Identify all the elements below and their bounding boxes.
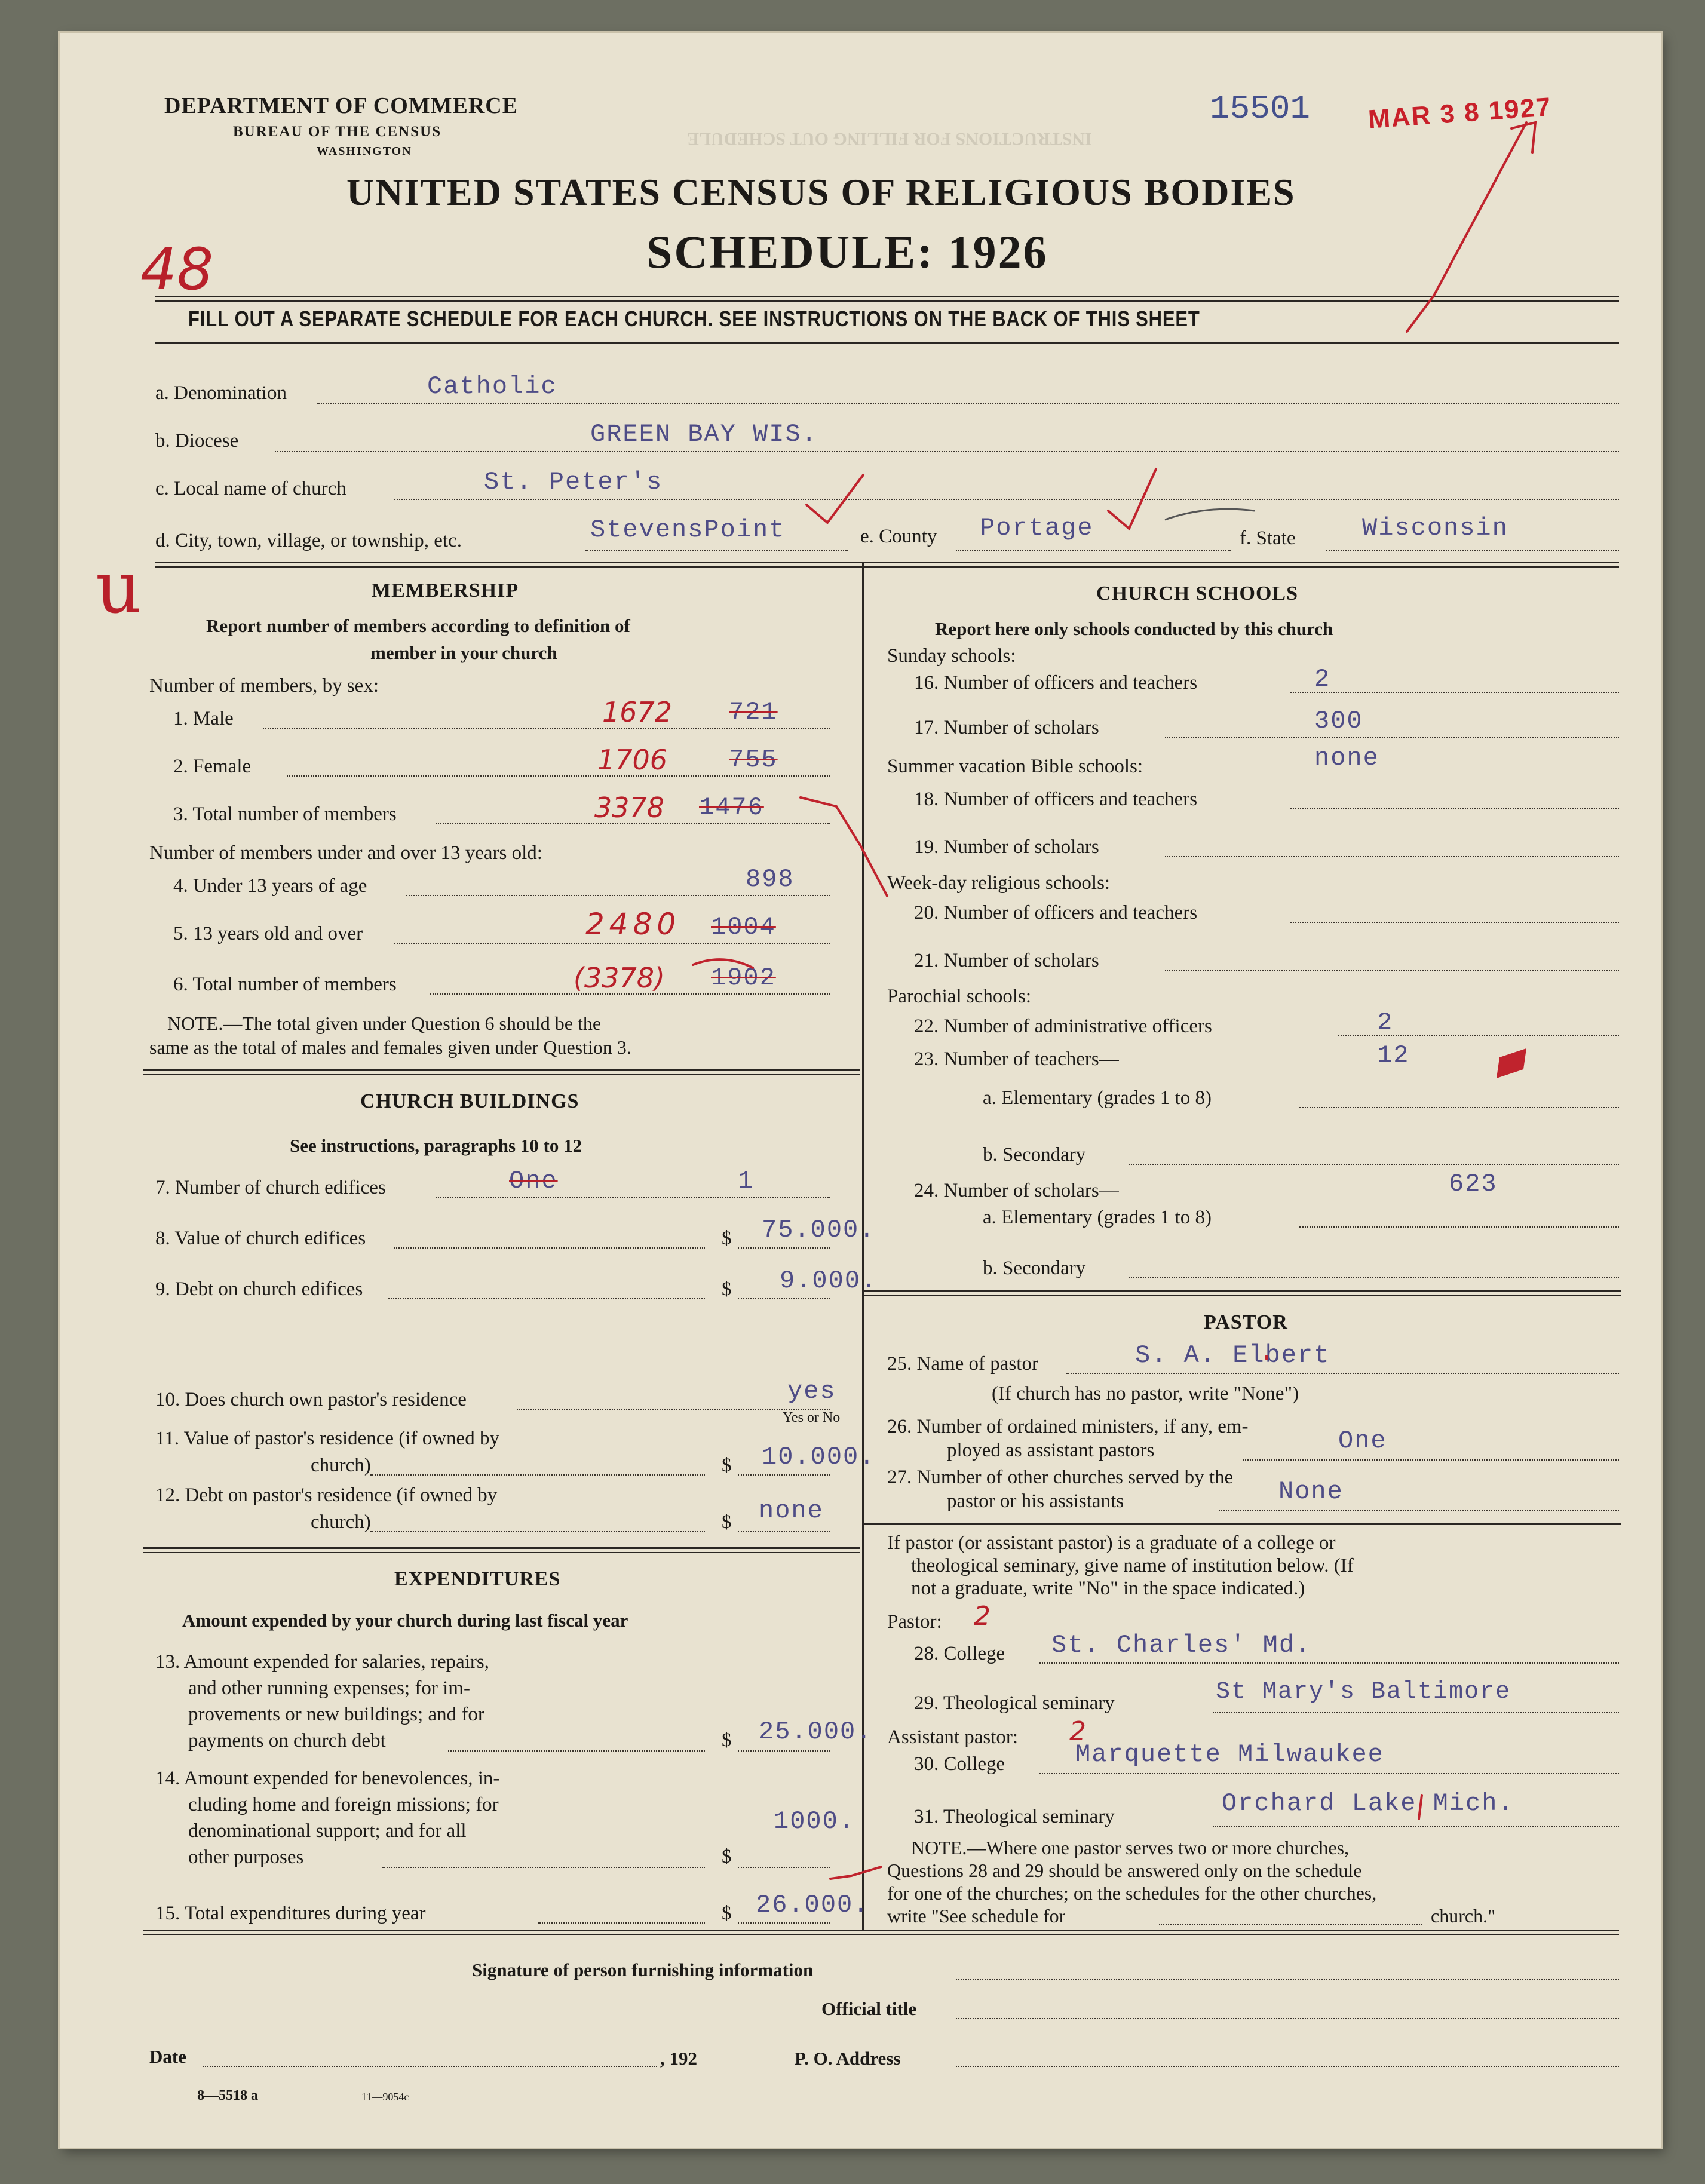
q23-value[interactable]: 12 (1377, 1041, 1410, 1070)
q24b-label: b. Secondary (983, 1257, 1086, 1279)
bureau-heading: BUREAU OF THE CENSUS (233, 124, 442, 140)
parochial-schools-label: Parochial schools: (887, 986, 1032, 1007)
q9-dollar-sign: $ (722, 1278, 732, 1300)
handwritten-number-48: 48 (140, 236, 214, 303)
denomination-label: a. Denomination (155, 382, 287, 404)
schools-intro: Report here only schools conducted by this church (935, 618, 1333, 639)
q11-label-line1: 11. Value of pastor's residence (if owned by (155, 1428, 499, 1449)
diocese-value[interactable]: GREEN BAY WIS. (590, 420, 818, 449)
q24-value[interactable]: 623 (1449, 1170, 1498, 1198)
membership-heading: MEMBERSHIP (372, 579, 519, 602)
q17-label: 17. Number of scholars (914, 717, 1099, 738)
graduate-note-line3: not a graduate, write "No" in the space indicated.) (911, 1578, 1305, 1599)
membership-note-line2: same as the total of males and females given under Question 3. (149, 1036, 631, 1058)
weekday-schools-label: Week-day religious schools: (887, 872, 1111, 894)
q7-edifices-value[interactable]: 1 (738, 1167, 755, 1195)
q13-line3: provements or new buildings; and for (188, 1704, 484, 1725)
q2-female-handwritten[interactable]: 1706 (597, 744, 668, 776)
q12-dollar-sign: $ (722, 1511, 732, 1533)
county-value[interactable]: Portage (980, 514, 1094, 542)
members-by-sex-label: Number of members, by sex: (149, 675, 379, 697)
q11-value[interactable]: 10.000. (762, 1443, 876, 1471)
q13-line1: 13. Amount expended for salaries, repairs, (155, 1651, 490, 1673)
q10-residence-label: 10. Does church own pastor's residence (155, 1389, 467, 1410)
date-label: Date (149, 2046, 186, 2067)
pastor-subheading: Pastor: (887, 1611, 942, 1633)
q23b-label: b. Secondary (983, 1144, 1086, 1165)
q14-value[interactable]: 1000. (774, 1807, 855, 1836)
pastor-note-line5: church." (1431, 1905, 1496, 1927)
state-label: f. State (1240, 527, 1296, 549)
state-value[interactable]: Wisconsin (1362, 514, 1508, 542)
assistant-pastor-subheading: Assistant pastor: (887, 1726, 1019, 1748)
q26-value[interactable]: One (1338, 1427, 1387, 1455)
q14-line3: denominational support; and for all (188, 1820, 467, 1842)
q25-label: 25. Name of pastor (887, 1353, 1038, 1375)
q12-label-line2: church) (311, 1511, 371, 1533)
q6-total-handwritten[interactable]: (3378) (574, 962, 665, 994)
po-address-label: P. O. Address (795, 2048, 901, 2069)
q8-dollar-sign: $ (722, 1228, 732, 1249)
q16-label: 16. Number of officers and teachers (914, 672, 1198, 694)
q3-total-handwritten[interactable]: 3378 (594, 792, 665, 824)
form-number: 8—5518 a (197, 2088, 258, 2103)
q7-edifices-struck: One (509, 1167, 558, 1195)
q30-college[interactable]: Marquette Milwaukee (1075, 1740, 1384, 1769)
denomination-value[interactable]: Catholic (427, 372, 557, 401)
summer-schools-value[interactable]: none (1314, 744, 1379, 772)
q15-dollar-sign: $ (722, 1903, 732, 1924)
q30-label: 30. College (914, 1753, 1005, 1775)
q14-line1: 14. Amount expended for benevolences, in- (155, 1768, 500, 1789)
q17-value[interactable]: 300 (1314, 707, 1363, 735)
handwritten-margin-u: u (96, 547, 142, 630)
q5-over13-handwritten[interactable]: 2480 (585, 907, 681, 941)
sunday-schools-label: Sunday schools: (887, 645, 1016, 667)
instruction-banner: FILL OUT A SEPARATE SCHEDULE FOR EACH CHURCH. SEE INSTRUCTIONS ON THE BACK OF THIS SHEET (188, 306, 1200, 331)
q13-line2: and other running expenses; for im- (188, 1677, 470, 1699)
diocese-label: b. Diocese (155, 430, 239, 452)
q14-line4: other purposes (188, 1846, 304, 1868)
graduate-note-line1: If pastor (or assistant pastor) is a graduate of a college or (887, 1532, 1336, 1554)
q9-debt-value[interactable]: 9.000. (780, 1266, 878, 1295)
q6-total-typed[interactable]: 1902 (711, 964, 776, 992)
q2-female-typed[interactable]: 755 (729, 746, 778, 774)
q19-label: 19. Number of scholars (914, 836, 1099, 858)
q1-male-typed[interactable]: 721 (729, 698, 778, 726)
census-schedule-sheet (60, 33, 1661, 2148)
q27-line2: pastor or his assistants (947, 1490, 1124, 1512)
q13-dollar-sign: $ (722, 1729, 732, 1751)
pastor-note-line2: Questions 28 and 29 should be answered only on the schedule (887, 1860, 1362, 1881)
q18-label: 18. Number of officers and teachers (914, 789, 1198, 810)
q20-label: 20. Number of officers and teachers (914, 902, 1198, 924)
membership-intro-line1: Report number of members according to definition of (206, 615, 630, 636)
signature-label: Signature of person furnishing information (472, 1959, 814, 1980)
q26-line2: ployed as assistant pastors (947, 1440, 1155, 1461)
q9-debt-label: 9. Debt on church edifices (155, 1278, 363, 1300)
assistant-pastor-mark: 2 (1069, 1716, 1086, 1747)
graduate-note-line2: theological seminary, give name of institution below. (If (911, 1555, 1354, 1576)
buildings-instructions: See instructions, paragraphs 10 to 12 (290, 1135, 582, 1156)
pastor-note-line4: write "See schedule for (887, 1905, 1066, 1927)
q13-label (155, 1649, 489, 1754)
red-blot (1497, 1048, 1526, 1078)
file-number-stamp: 15501 (1210, 90, 1311, 128)
q13-line4: payments on church debt (188, 1730, 386, 1752)
q3-total-typed[interactable]: 1476 (699, 793, 764, 822)
q4-under13-label: 4. Under 13 years of age (173, 875, 367, 897)
q11-label-line2: church) (311, 1455, 371, 1476)
q14-label (155, 1765, 499, 1870)
q11-dollar-sign: $ (722, 1455, 732, 1476)
official-title-label: Official title (821, 1998, 917, 2019)
q29-seminary[interactable]: St Mary's Baltimore (1216, 1679, 1511, 1706)
pastor-heading: PASTOR (1204, 1311, 1288, 1333)
membership-note-line1: NOTE.—The total given under Question 6 should be the (167, 1013, 602, 1034)
q22-label: 22. Number of administrative officers (914, 1016, 1212, 1037)
q28-label: 28. College (914, 1643, 1005, 1664)
q29-label: 29. Theological seminary (914, 1692, 1115, 1714)
city-value[interactable]: StevensPoint (590, 516, 786, 544)
local-name-label: c. Local name of church (155, 478, 346, 499)
q5-over13-label: 5. 13 years old and over (173, 923, 363, 944)
q13-value[interactable]: 25.000. (759, 1717, 873, 1746)
pastor-note-line3: for one of the churches; on the schedules for the other churches, (887, 1882, 1377, 1904)
schedule-year: SCHEDULE: 1926 (646, 226, 1048, 278)
q16-value[interactable]: 2 (1314, 665, 1331, 694)
q15-total-label: 15. Total expenditures during year (155, 1903, 426, 1924)
q7-edifices-label: 7. Number of church edifices (155, 1177, 386, 1198)
q3-total-label: 3. Total number of members (173, 803, 397, 825)
q27-line1: 27. Number of other churches served by the (887, 1467, 1234, 1488)
q25-hint: (If church has no pastor, write "None") (992, 1383, 1299, 1404)
department-heading: DEPARTMENT OF COMMERCE (164, 93, 519, 118)
q14-dollar-sign: $ (722, 1846, 732, 1867)
expenditures-heading: EXPENDITURES (394, 1568, 561, 1590)
q14-line2: cluding home and foreign missions; for (188, 1794, 499, 1815)
pencil-squiggle (1165, 509, 1255, 520)
q25-pastor-name[interactable]: S. A. Elbert (1135, 1341, 1330, 1370)
q15-total-value[interactable]: 26.000. (756, 1891, 870, 1919)
print-number: 11—9054c (361, 2091, 409, 2103)
q22-value[interactable]: 2 (1377, 1008, 1394, 1037)
q23a-label: a. Elementary (grades 1 to 8) (983, 1087, 1212, 1109)
q24-label: 24. Number of scholars— (914, 1180, 1119, 1201)
age-intro-label: Number of members under and over 13 years old: (149, 842, 542, 864)
q28-college[interactable]: St. Charles' Md. (1051, 1631, 1312, 1660)
local-name-value[interactable]: St. Peter's (484, 468, 663, 496)
church-buildings-heading: CHURCH BUILDINGS (360, 1090, 579, 1112)
bleed-through-text: INSTRUCTIONS FOR FILLING OUT SCHEDULE (687, 129, 1092, 149)
summer-schools-label: Summer vacation Bible schools: (887, 756, 1143, 777)
q1-male-handwritten[interactable]: 1672 (602, 696, 673, 728)
q24a-label: a. Elementary (grades 1 to 8) (983, 1207, 1212, 1228)
q10-yes-no-hint: Yes or No (783, 1410, 841, 1425)
q10-residence-value[interactable]: yes (787, 1377, 836, 1406)
q8-value[interactable]: 75.000. (762, 1216, 876, 1244)
q12-value[interactable]: none (759, 1496, 824, 1525)
checkmark-total (801, 797, 887, 896)
q12-label-line1: 12. Debt on pastor's residence (if owned by (155, 1484, 498, 1506)
q5-over13-typed[interactable]: 1004 (711, 913, 776, 941)
q27-value[interactable]: None (1278, 1477, 1344, 1506)
q2-female-label: 2. Female (173, 756, 252, 777)
q21-label: 21. Number of scholars (914, 950, 1099, 971)
date-year: , 192 (660, 2048, 697, 2069)
q8-value-label: 8. Value of church edifices (155, 1228, 366, 1249)
pastor-note-line1: NOTE.—Where one pastor serves two or more churches, (911, 1837, 1350, 1858)
pastor-mark: 2 (974, 1601, 991, 1631)
q26-line1: 26. Number of ordained ministers, if any, em- (887, 1416, 1249, 1437)
q31-seminary[interactable]: Orchard Lake Mich. (1222, 1789, 1514, 1818)
q31-label: 31. Theological seminary (914, 1806, 1115, 1827)
membership-intro-line2: member in your church (370, 642, 557, 663)
received-date-stamp: MAR 3 8 1927 (1367, 92, 1553, 134)
city-label: d. City, town, village, or township, etc. (155, 530, 462, 551)
county-label: e. County (860, 526, 937, 547)
q6-total-label: 6. Total number of members (173, 974, 397, 995)
q23-label: 23. Number of teachers— (914, 1048, 1119, 1070)
q4-under13-value[interactable]: 898 (746, 865, 795, 894)
q1-male-label: 1. Male (173, 708, 234, 729)
form-title: UNITED STATES CENSUS OF RELIGIOUS BODIES (346, 171, 1296, 213)
church-schools-heading: CHURCH SCHOOLS (1096, 582, 1298, 605)
washington-heading: WASHINGTON (317, 145, 412, 158)
expenditures-subheading: Amount expended by your church during last fiscal year (182, 1610, 628, 1631)
